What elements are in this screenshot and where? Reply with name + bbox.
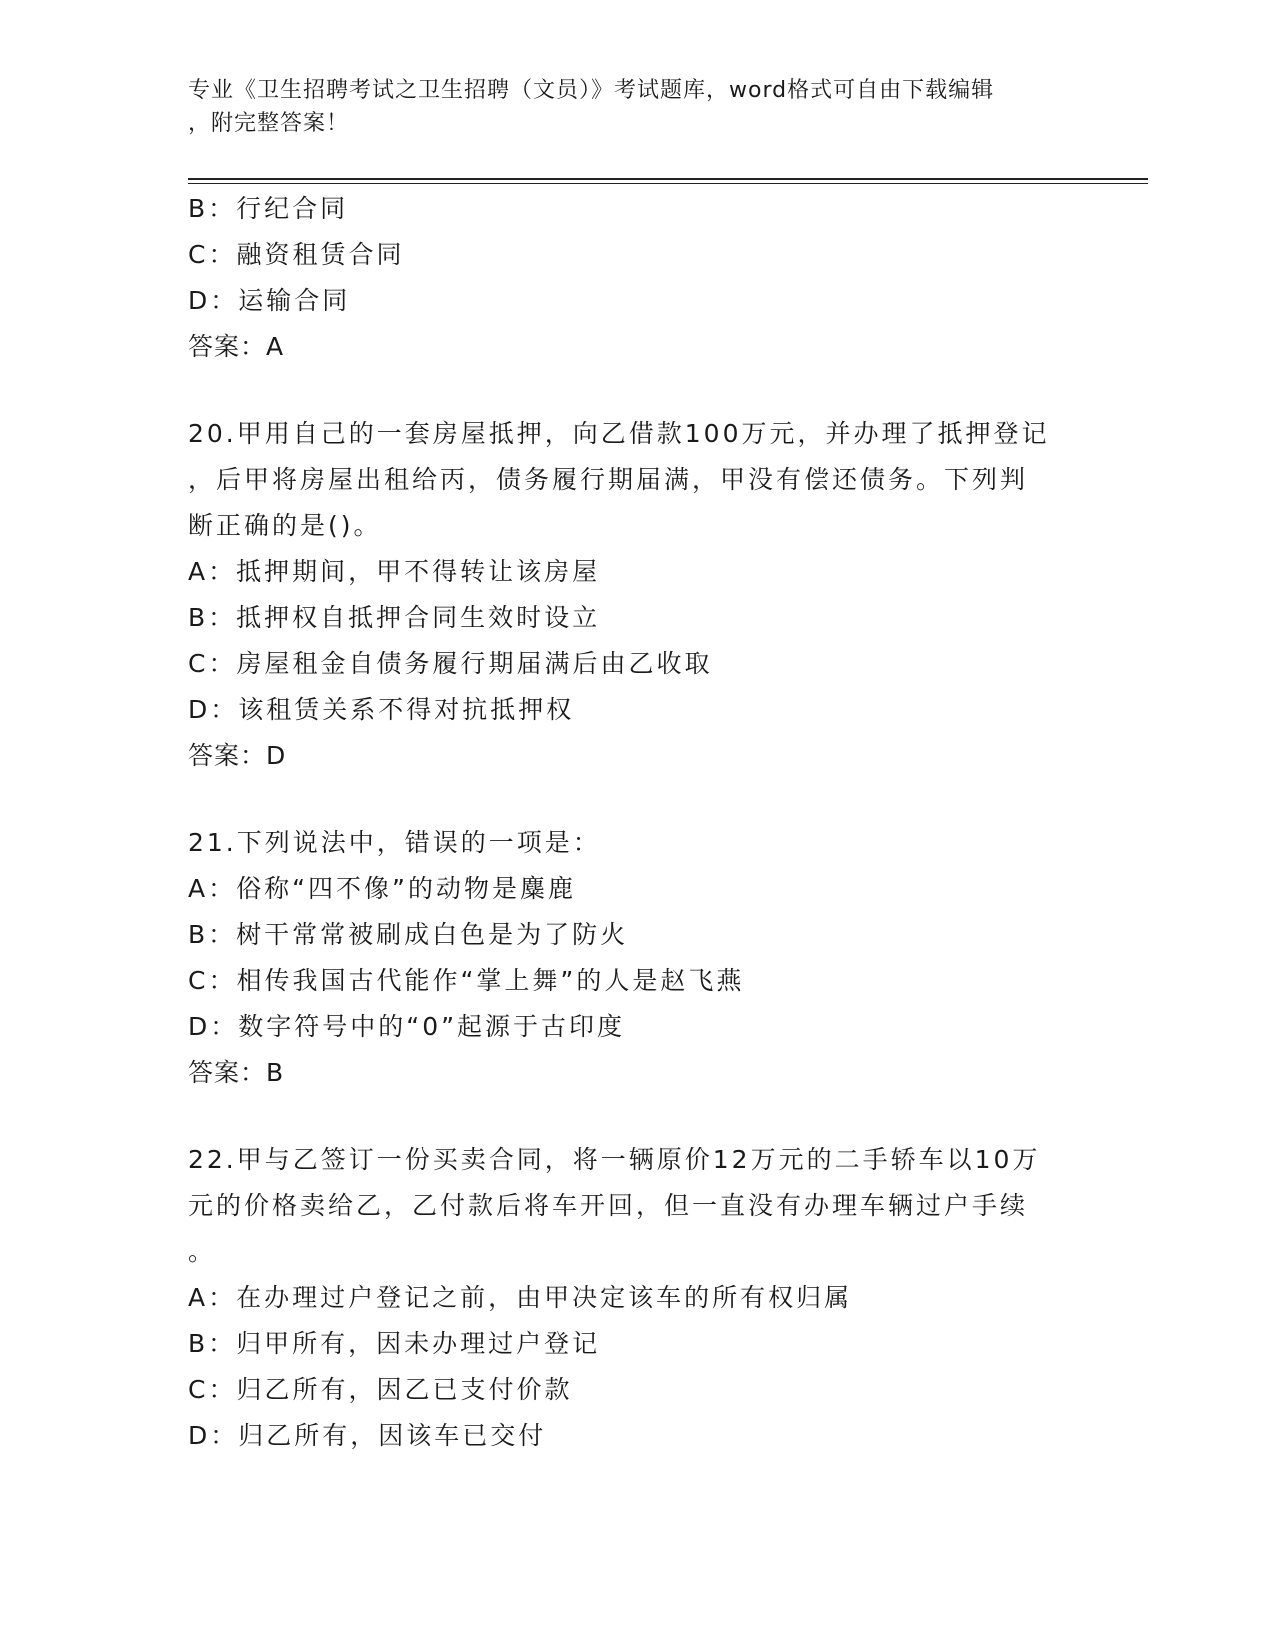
question-stem: 21.下列说法中，错误的一项是： [188,828,601,857]
header-divider-thick [188,178,1148,180]
option-b: B：归甲所有，因未办理过户登记 [188,1329,601,1358]
option-c: C：融资租赁合同 [188,240,405,269]
option-d: D：运输合同 [188,286,351,315]
question-stem: 元的价格卖给乙，乙付款后将车开回，但一直没有办理车辆过户手续 [188,1191,1029,1220]
question-stem: 22.甲与乙签订一份买卖合同，将一辆原价12万元的二手轿车以10万 [188,1145,1041,1174]
option-a: A：抵押期间，甲不得转让该房屋 [188,557,601,586]
option-b: B：抵押权自抵押合同生效时设立 [188,603,601,632]
option-a: A：俗称“四不像”的动物是麋鹿 [188,874,577,903]
header-line-2: ，附完整答案！ [188,111,350,136]
header-divider-thin [188,183,1148,184]
option-c: C：相传我国古代能作“掌上舞”的人是赵飞燕 [188,966,745,995]
header-line-1: 专业《卫生招聘考试之卫生招聘（文员）》考试题库，word格式可自由下载编辑 [188,78,995,103]
question-stem: ，后甲将房屋出租给丙，债务履行期届满，甲没有偿还债务。下列判 [188,465,1029,494]
option-d: D：数字符号中的“0”起源于古印度 [188,1012,626,1041]
question-stem: 断正确的是()。 [188,511,382,540]
question-stem: 。 [188,1237,217,1266]
option-c: C：归乙所有，因乙已支付价款 [188,1375,573,1404]
question-21 [188,820,1088,1096]
document-body [188,186,1088,1459]
option-b: B：树干常常被刷成白色是为了防火 [188,920,629,949]
question-19 [188,186,1088,370]
answer: 答案：B [188,1058,285,1087]
option-a: A：在办理过户登记之前，由甲决定该车的所有权归属 [188,1283,853,1312]
question-stem: 20.甲用自己的一套房屋抵押，向乙借款100万元，并办理了抵押登记 [188,419,1050,448]
question-22 [188,1137,1088,1459]
option-c: C：房屋租金自债务履行期届满后由乙收取 [188,649,713,678]
option-b: B：行纪合同 [188,194,349,223]
answer: 答案：D [188,741,287,770]
option-d: D：该租赁关系不得对抗抵押权 [188,695,575,724]
option-d: D：归乙所有，因该车已交付 [188,1421,547,1450]
document-header [188,74,1088,140]
answer: 答案：A [188,332,285,361]
question-20 [188,411,1088,779]
